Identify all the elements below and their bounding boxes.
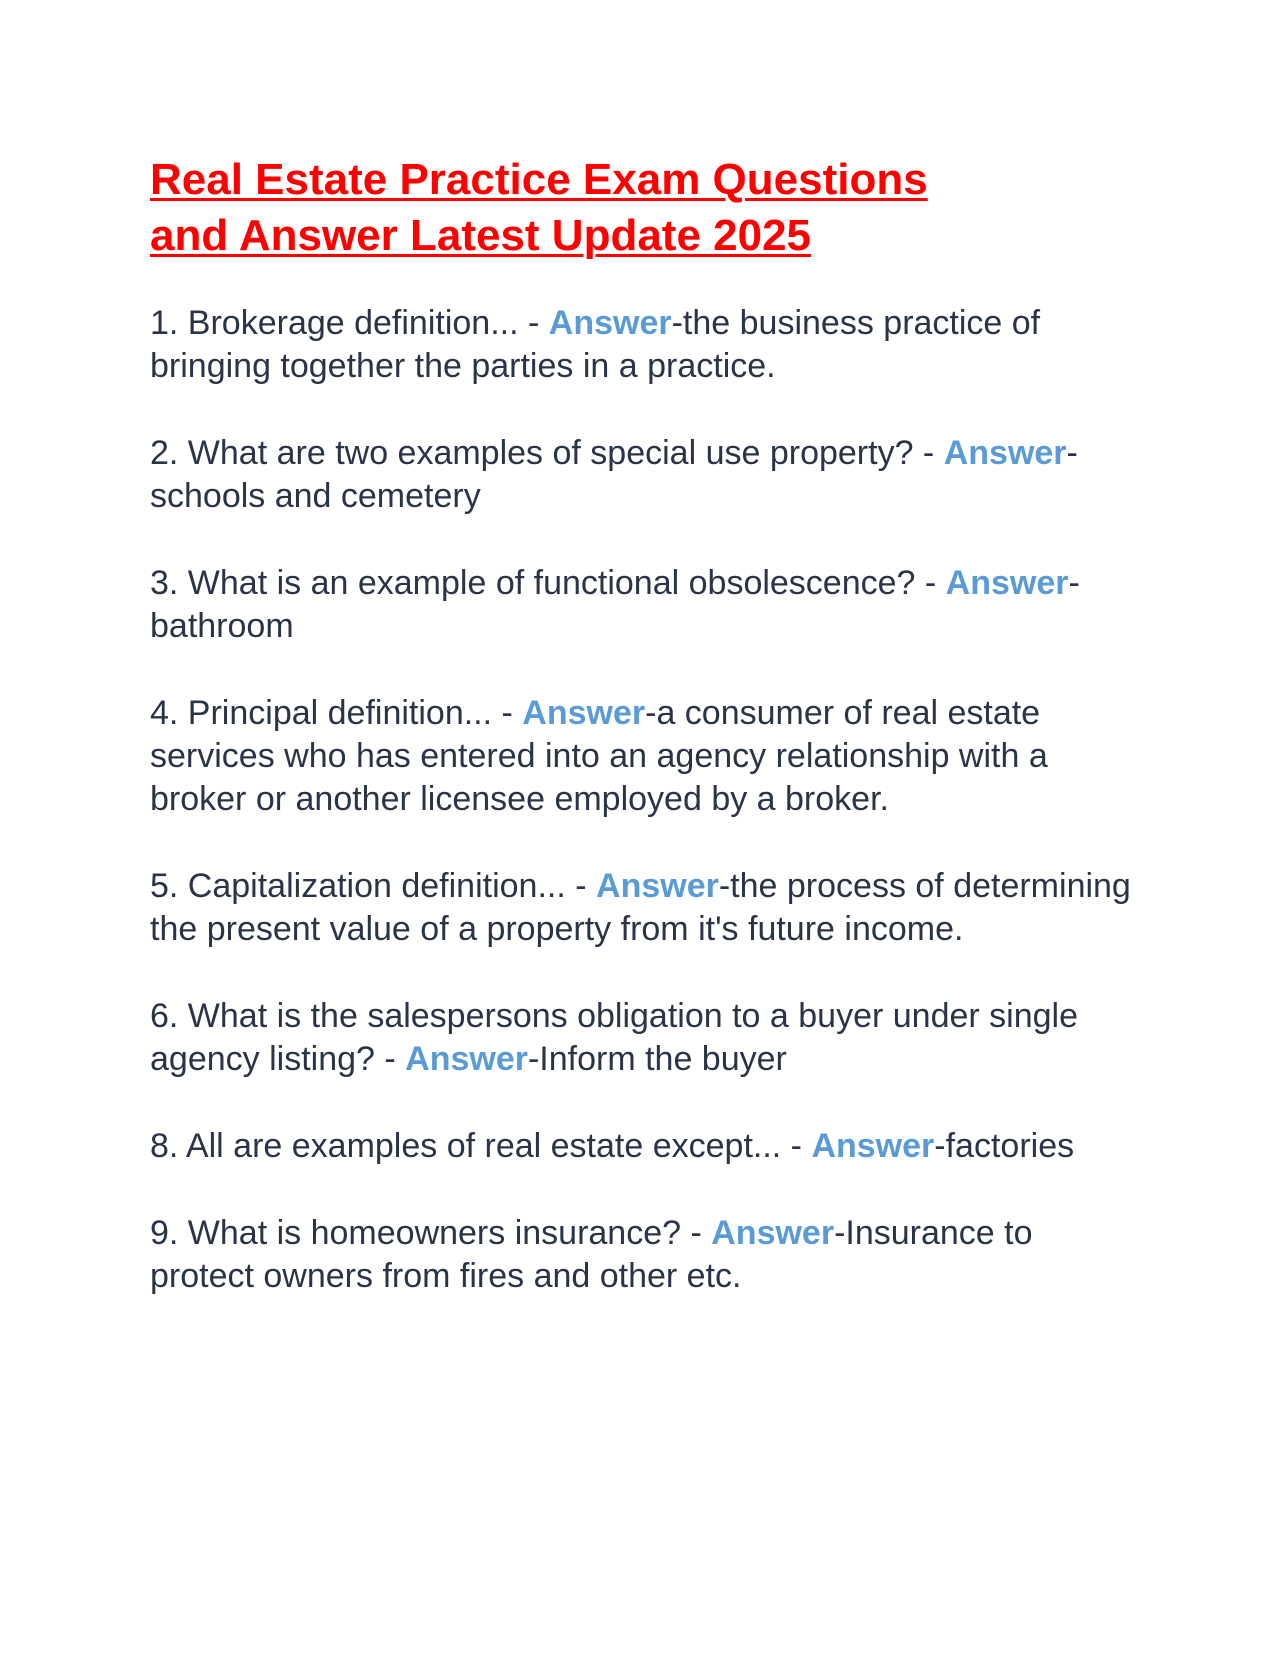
qa-item-4 [150,692,1140,821]
document-page [150,152,1140,1342]
answer-text: -a consumer of real estate services who has entered into an agency relationship with a broker or another licensee employed by a broker. [150,694,1048,818]
answer-text: -Insurance to protect owners from fires and other etc. [150,1214,1033,1295]
answer-label: Answer [405,1040,528,1078]
answer-text: -bathroom [150,564,1080,645]
qa-item-8 [150,1125,1140,1168]
answer-label: Answer [811,1127,935,1165]
question-text: 9. What is homeowners insurance? - [150,1214,712,1252]
title-line-2: and Answer Latest Update 2025 [150,211,812,260]
answer-label: Answer [943,434,1067,472]
answer-label: Answer [548,304,672,342]
answer-label: Answer [711,1214,835,1252]
answer-text: -schools and cemetery [150,434,1078,515]
document-title [150,152,1140,264]
qa-list [150,302,1140,1298]
answer-label: Answer [596,867,719,905]
answer-text: -the business practice of bringing together the parties in a practice. [150,304,1041,385]
qa-item-6 [150,995,1140,1081]
qa-item-9 [150,1212,1140,1298]
question-text: 3. What is an example of functional obsolescence? - [150,564,946,602]
question-text: 4. Principal definition... - [150,694,523,732]
qa-item-2 [150,432,1140,518]
question-text: 2. What are two examples of special use property? - [150,434,944,472]
qa-item-1 [150,302,1140,388]
qa-item-5 [150,865,1140,951]
answer-text: -the process of determining the present value of a property from it's future income. [150,867,1131,948]
answer-label: Answer [522,694,646,732]
qa-item-3 [150,562,1140,648]
answer-text: -Inform the buyer [527,1040,787,1078]
question-text: 1. Brokerage definition... - [150,304,549,342]
question-text: 8. All are examples of real estate except... - [150,1127,812,1165]
question-text: 6. What is the salespersons obligation to a buyer under single agency listing? - [150,997,1078,1078]
title-line-1: Real Estate Practice Exam Questions [150,155,928,204]
answer-label: Answer [945,564,1069,602]
answer-text: -factories [934,1127,1075,1165]
question-text: 5. Capitalization definition... - [150,867,597,905]
